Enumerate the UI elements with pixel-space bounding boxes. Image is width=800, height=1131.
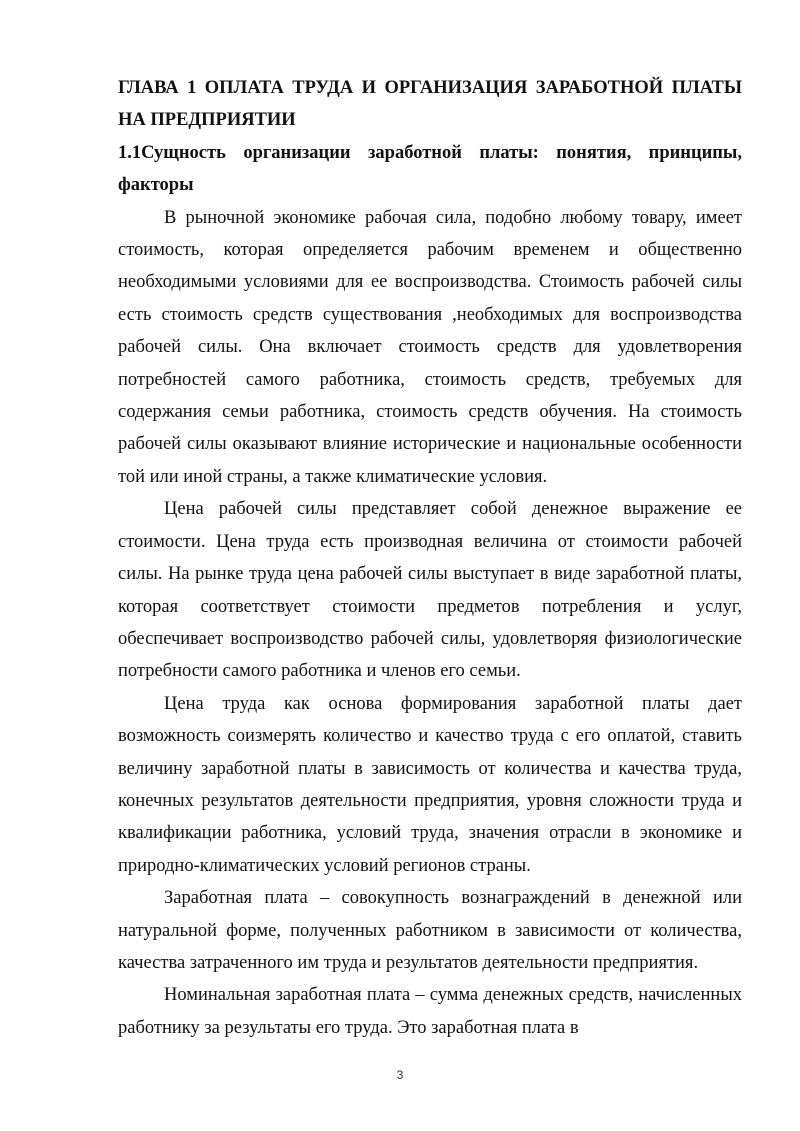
- page-number: 3: [396, 1068, 404, 1082]
- paragraph-wage-definition: Заработная плата – совокупность вознаграждений в денежной или натуральной форме, полученных работником в зависимости от количества, качества затраченного им труда и результатов деятельности предприятия.: [118, 888, 742, 973]
- paragraph-nominal-wage: Номинальная заработная плата – сумма денежных средств, начисленных работнику за результаты его труда. Это заработная плата в: [118, 985, 742, 1038]
- page-body: [118, 72, 742, 1044]
- paragraph-labor-value: В рыночной экономике рабочая сила, подобно любому товару, имеет стоимость, которая определяется рабочим временем и общественно необходимыми условиями для ее воспроизводства. Стоимость рабочей силы есть стоимость средств существования ,необходимых для воспроизводства рабочей силы. Она включает стоимость средств для удовлетворения потребностей самого работника, стоимость средств, требуемых для содержания семьи работника, стоимость средств обучения. На стоимость рабочей силы оказывают влияние исторические и национальные особенности той или иной страны, а также климатические условия.: [118, 207, 742, 487]
- section-title: 1.1Сущность организации заработной платы: понятия, принципы, факторы: [118, 142, 742, 196]
- paragraph-labor-price: Цена рабочей силы представляет собой денежное выражение ее стоимости. Цена труда есть производная величина от стоимости рабочей силы. На рынке труда цена рабочей силы выступает в виде заработной платы, которая соответствует стоимости предметов потребления и услуг, обеспечивает воспроизводство рабочей силы, удовлетворяя физиологические потребности самого работника и членов его семьи.: [118, 499, 742, 682]
- paragraph-wage-basis: Цена труда как основа формирования заработной платы дает возможность соизмерять количество и качество труда с его оплатой, ставить величину заработной платы в зависимость от количества и качества труда, конечных результатов деятельности предприятия, уровня сложности труда и квалификации работника, условий труда, значения отрасли в экономике и природно-климатических условий регионов страны.: [118, 693, 742, 876]
- chapter-title: ГЛАВА 1 ОПЛАТА ТРУДА И ОРГАНИЗАЦИЯ ЗАРАБОТНОЙ ПЛАТЫ НА ПРЕДПРИЯТИИ: [118, 78, 742, 131]
